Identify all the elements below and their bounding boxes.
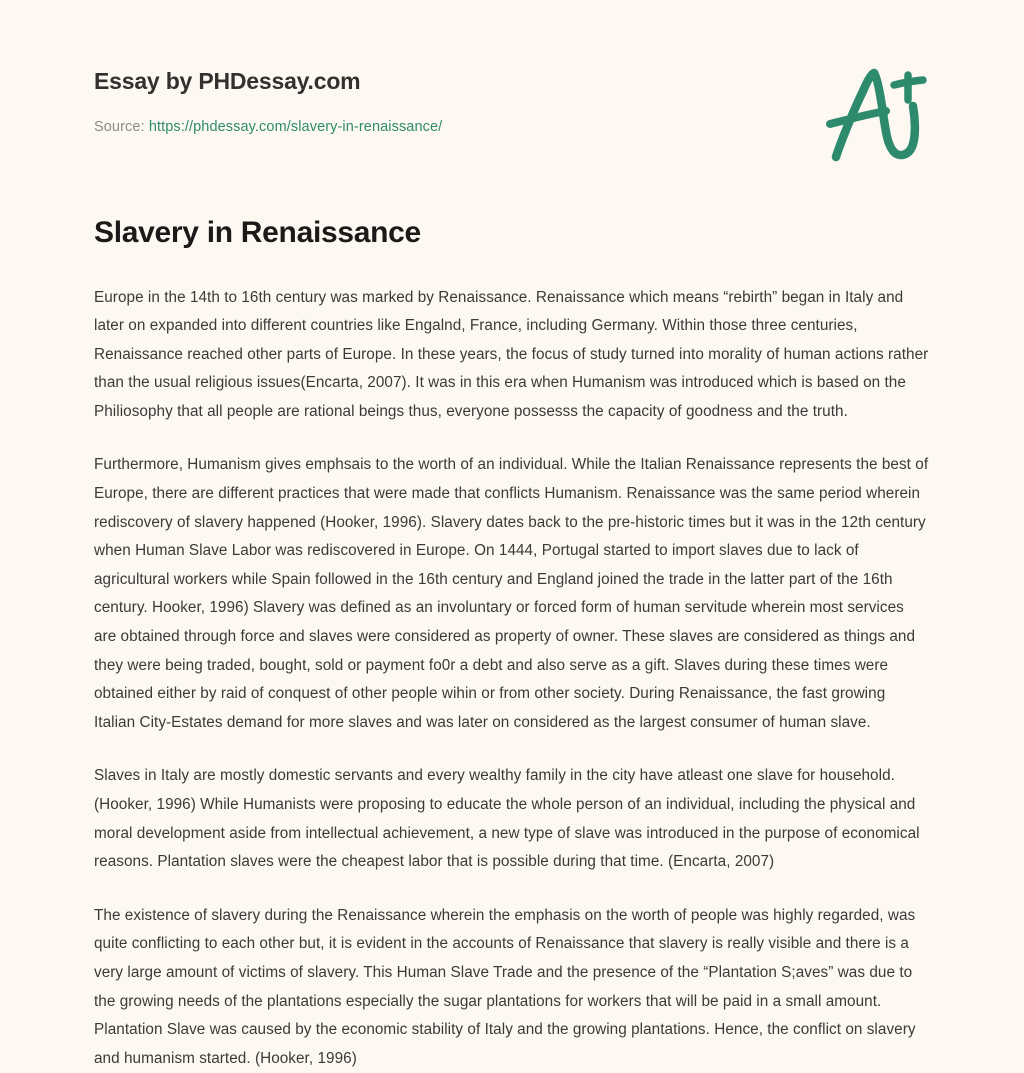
brand-title: Essay by PHDessay.com [94,68,930,96]
page-header [0,0,1024,150]
paragraph: Europe in the 14th to 16th century was marked by Renaissance. Renaissance which means “rebirth” began in Italy and later on expanded into different countries like Engalnd, France, including Germany. Within those three centuries, Renaissance reached other parts of Europe. In these years, the focus of study turned into morality of human actions rather than the usual religious issues(Encarta, 2007). It was in this era when Humanism was introduced which is based on the Philiosophy that all people are rational beings thus, everyone possesss the capacity of goodness and the truth. [94,284,930,427]
paragraph: Slaves in Italy are mostly domestic servants and every wealthy family in the city have atleast one slave for household. (Hooker, 1996) While Humanists were proposing to educate the whole person of an individual, including the physical and moral development aside from intellectual achievement, a new type of slave was introduced in the purpose of economical reasons. Plantation slaves were the cheapest labor that is possible during that time. (Encarta, 2007) [94,762,930,876]
source-label: Source: [94,119,145,135]
paragraph: The existence of slavery during the Renaissance wherein the emphasis on the worth of people was highly regarded, was quite conflicting to each other but, it is evident in the accounts of Renaissance that slavery is really visible and there is a very large amount of victims of slavery. This Human Slave Trade and the presence of the “Plantation S;aves” was due to the growing needs of the plantations especially the sugar plantations for workers that will be paid in a small amount. Plantation Slave was caused by the economic stability of Italy and the growing plantations. Hence, the conflict on slavery and humanism started. (Hooker, 1996) [94,902,930,1073]
aplus-logo-icon [820,58,932,170]
source-line [94,118,930,137]
article [0,214,1024,1073]
page-title: Slavery in Renaissance [94,214,930,252]
source-url-link[interactable]: https://phdessay.com/slavery-in-renaissance/ [149,119,442,135]
article-body [94,284,930,1073]
paragraph: Furthermore, Humanism gives emphsais to the worth of an individual. While the Italian Renaissance represents the best of Europe, there are different practices that were made that conflicts Humanism. Renaissance was the same period wherein rediscovery of slavery happened (Hooker, 1996). Slavery dates back to the pre-historic times but it was in the 12th century when Human Slave Labor was rediscovered in Europe. On 1444, Portugal started to import slaves due to lack of agricultural workers while Spain followed in the 16th century and England joined the trade in the latter part of the 16th century. Hooker, 1996) Slavery was defined as an involuntary or forced form of human servitude wherein most services are obtained through force and slaves were considered as property of owner. These slaves are considered as things and they were being traded, bought, sold or payment fo0r a debt and also serve as a gift. Slaves during these times were obtained either by raid of conquest of other people wihin or from other society. During Renaissance, the fast growing Italian City-Estates demand for more slaves and was later on considered as the largest consumer of human slave. [94,451,930,737]
